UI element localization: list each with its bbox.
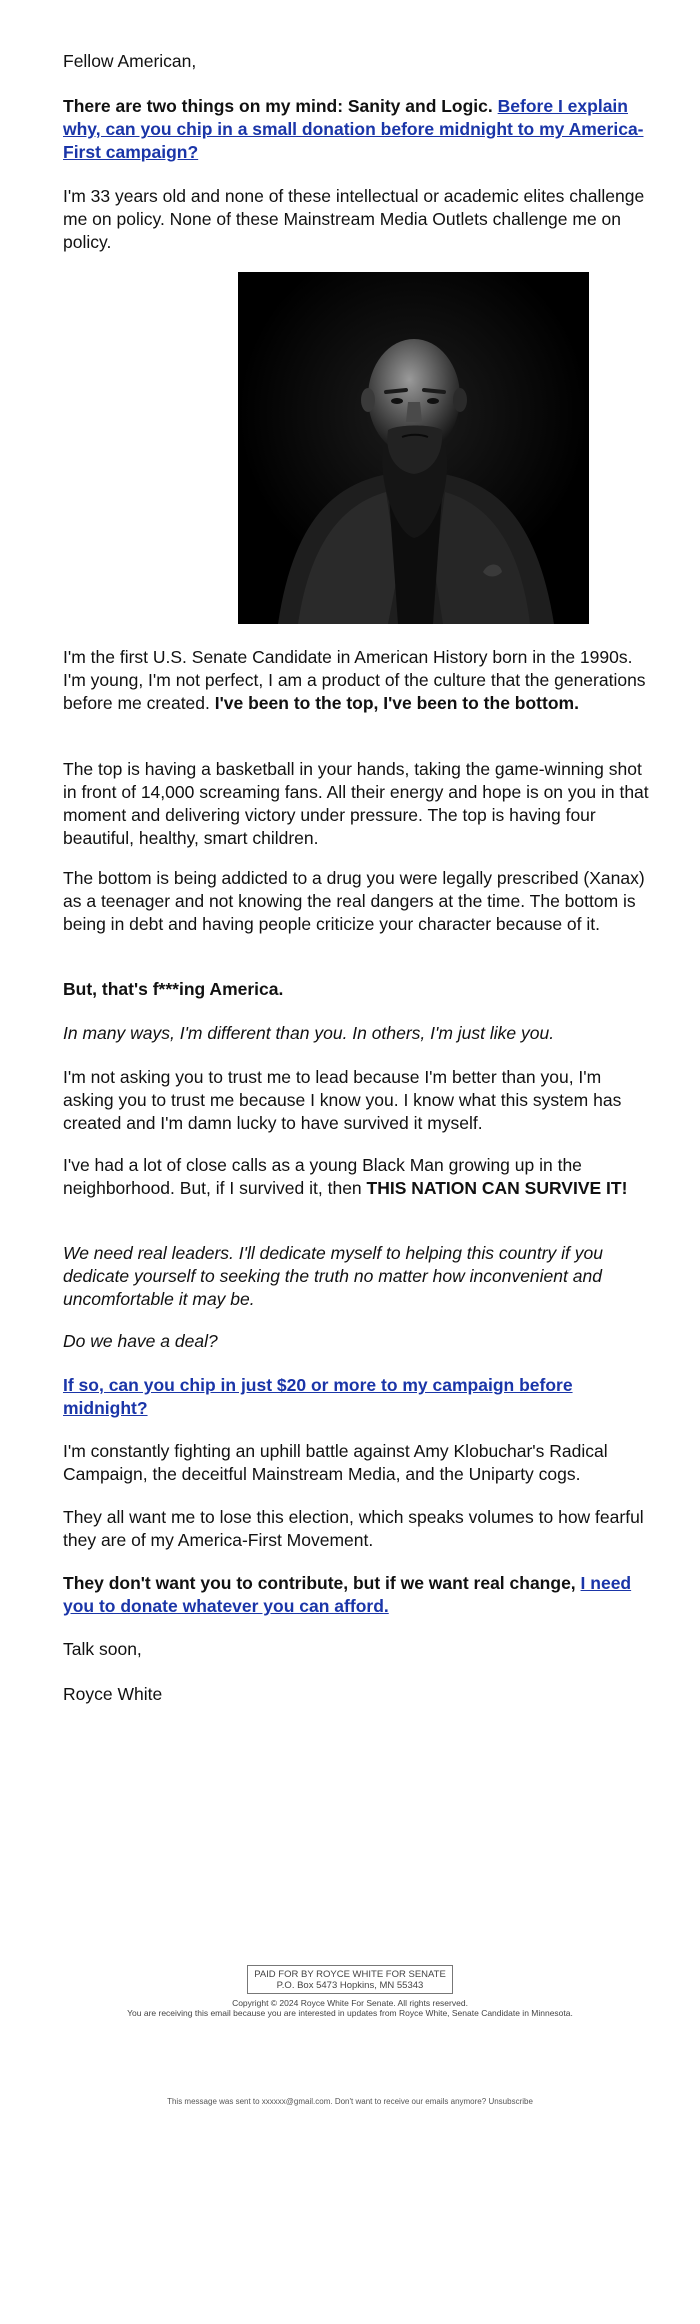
paragraph-first	[63, 646, 653, 715]
mailing-address: P.O. Box 5473 Hopkins, MN 55343	[276, 1980, 424, 1991]
calls-bold-text: THIS NATION CAN SURVIVE IT!	[366, 1178, 628, 1198]
donate-link-bottom[interactable]: I need you to donate whatever you can afford.	[63, 1573, 632, 1616]
email-footer	[0, 1965, 700, 2018]
unsubscribe-link[interactable]: Unsubscribe	[488, 2097, 533, 2106]
sign-off: Talk soon,	[63, 1639, 142, 1659]
mind-bold-text: There are two things on my mind: Sanity and Logic.	[63, 96, 493, 116]
paragraph-ways: In many ways, I'm different than you. In others, I'm just like you.	[63, 1023, 555, 1043]
paid-for-text: PAID FOR BY ROYCE WHITE FOR SENATE	[254, 1969, 446, 1980]
sent-notice	[0, 2097, 700, 2106]
paragraph-age: I'm 33 years old and none of these intellectual or academic elites challenge me on policy. None of these Mainstream Media Outlets challenge me on policy.	[63, 186, 645, 252]
paragraph-calls	[63, 1154, 653, 1200]
sent-to-text: This message was sent to xxxxxx@gmail.com. Don't want to receive our emails anymore?	[167, 2097, 487, 2106]
paid-for-box	[247, 1965, 453, 1994]
paragraph-but: But, that's f***ing America.	[63, 979, 284, 999]
paragraph-deal: Do we have a deal?	[63, 1331, 218, 1351]
signature: Royce White	[63, 1684, 163, 1704]
paragraph-contribute	[63, 1572, 653, 1618]
contribute-bold-text: They don't want you to contribute, but if we want real change,	[63, 1573, 576, 1593]
donate-link-20[interactable]: If so, can you chip in just $20 or more to my campaign before midnight?	[63, 1375, 573, 1418]
paragraph-lose: They all want me to lose this election, which speaks volumes to how fearful they are of my America-First Movement.	[63, 1507, 644, 1550]
paragraph-top: The top is having a basketball in your hands, taking the game-winning shot in front of 14,000 screaming fans. All their energy and hope is on you in that moment and delivering victory under pressure. The top is having four beautiful, healthy, smart children.	[63, 759, 649, 848]
donate-link-top[interactable]: Before I explain why, can you chip in a small donation before midnight to my America-First campaign?	[63, 96, 644, 162]
greeting: Fellow American,	[63, 51, 197, 71]
candidate-photo	[238, 272, 589, 624]
paragraph-chip	[63, 1374, 653, 1420]
paragraph-leaders: We need real leaders. I'll dedicate myself to helping this country if you dedicate yourself to seeking the truth no matter how inconvenient and uncomfortable it may be.	[63, 1243, 603, 1309]
copyright: Copyright © 2024 Royce White For Senate. All rights reserved.	[232, 1998, 468, 2008]
paragraph-fight: I'm constantly fighting an uphill battle against Amy Klobuchar's Radical Campaign, the deceitful Mainstream Media, and the Uniparty cogs.	[63, 1441, 608, 1484]
first-bold-text: I've been to the top, I've been to the bottom.	[214, 693, 579, 713]
paragraph-trust: I'm not asking you to trust me to lead because I'm better than you, I'm asking you to trust me because I know you. I know what this system has created and I'm damn lucky to have survived it myself.	[63, 1067, 622, 1133]
receiving-notice: You are receiving this email because you are interested in updates from Royce White, Senate Candidate in Minnesota.	[127, 2008, 573, 2018]
first-text: I'm the first U.S. Senate Candidate in American History born in the 1990s. I'm young, I'm not perfect, I am a product of the culture that the generations before me created.	[63, 647, 646, 713]
calls-text: I've had a lot of close calls as a young Black Man growing up in the neighborhood. But, if I survived it, then	[63, 1155, 582, 1198]
paragraph-bottom: The bottom is being addicted to a drug you were legally prescribed (Xanax) as a teenager and not knowing the real dangers at the time. The bottom is being in debt and having people criticize your character because of it.	[63, 868, 645, 934]
paragraph-mind	[63, 95, 653, 164]
